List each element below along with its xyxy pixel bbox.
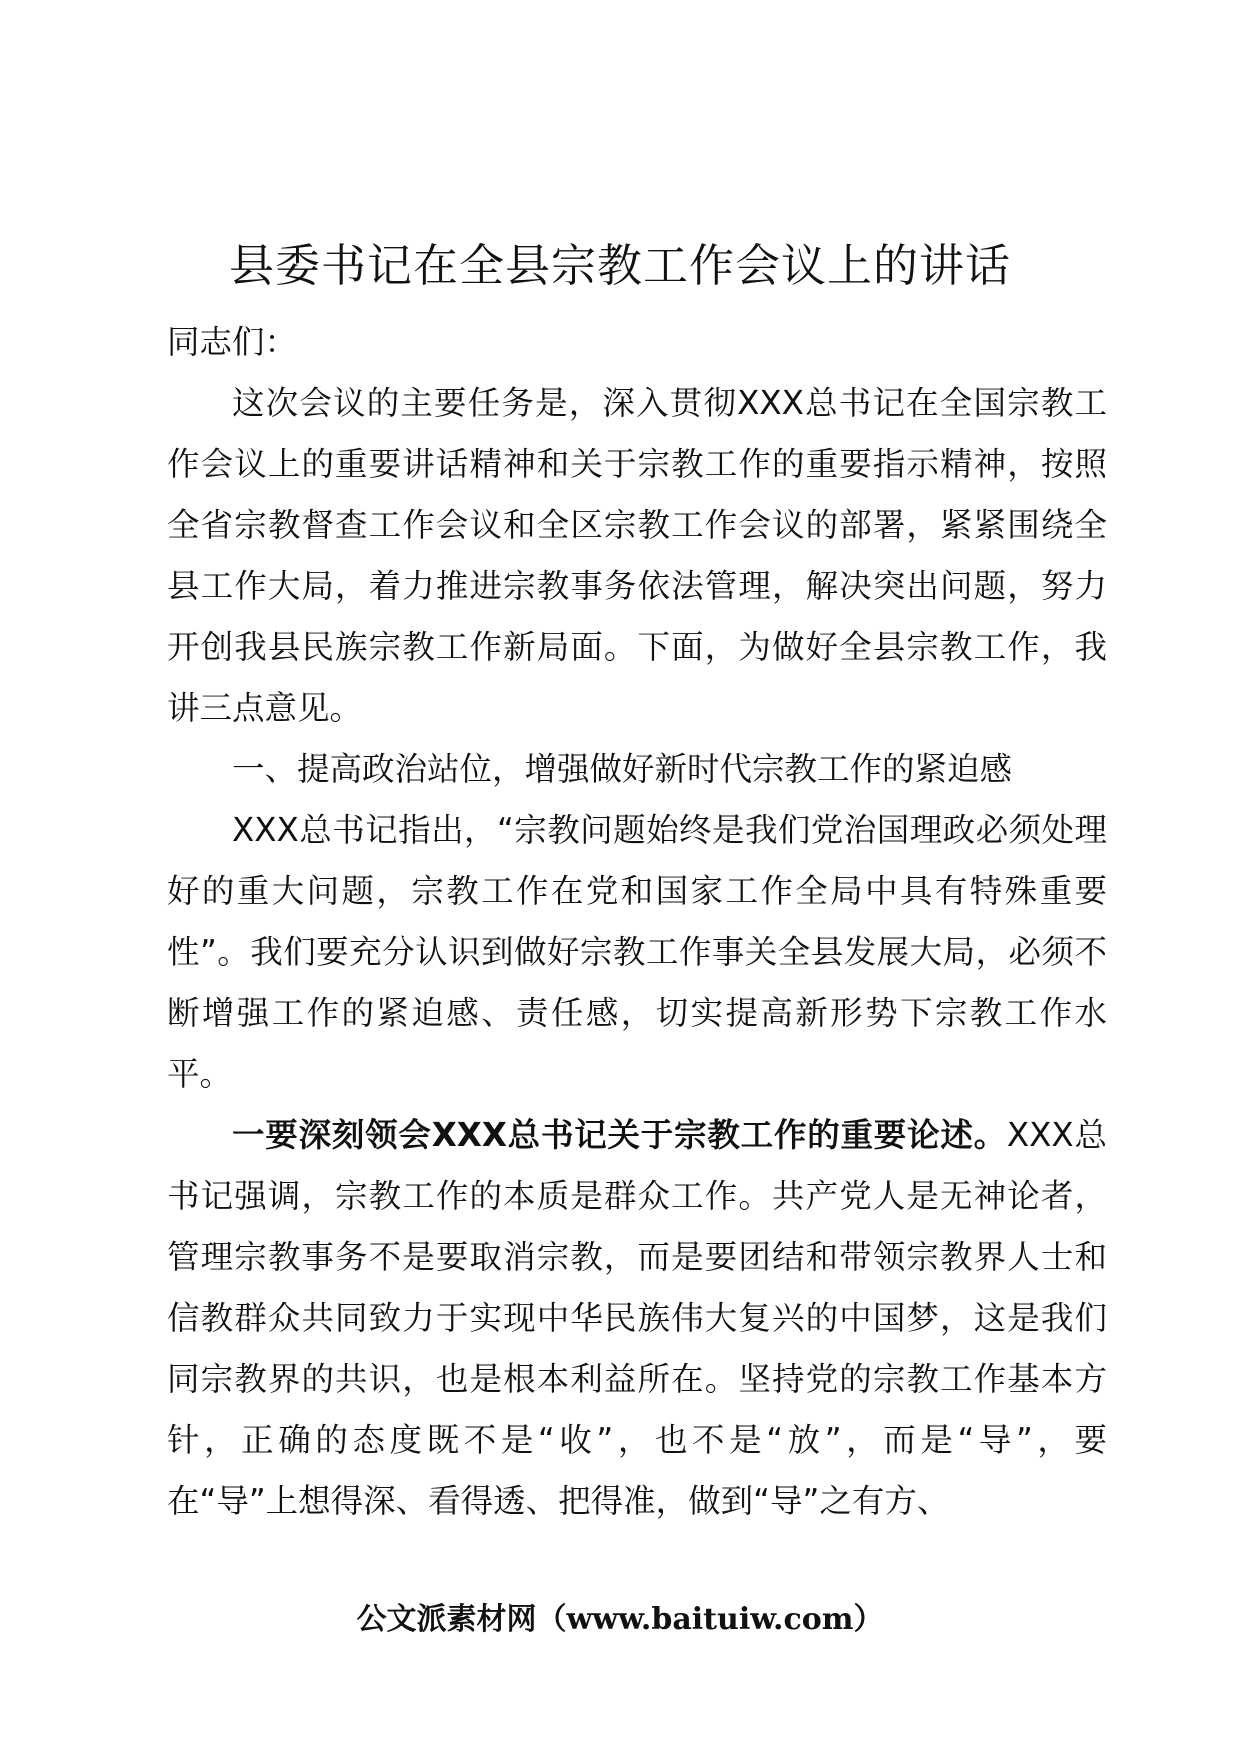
section-heading: 一、提高政治站位，增强做好新时代宗教工作的紧迫感 <box>232 750 1013 788</box>
body-paragraph <box>167 1105 1107 1532</box>
document-body <box>167 312 1107 1532</box>
body-paragraph: XXX总书记指出，“宗教问题始终是我们党治国理政必须处理好的重大问题，宗教工作在党和国家工作全局中具有特殊重要性”。我们要充分认识到做好宗教工作事关全县发展大局，必须不断增强工作的紧迫感、责任感，切实提高新形势下宗教工作水平。 <box>167 811 1107 1093</box>
paragraph-text: XXX总书记强调，宗教工作的本质是群众工作。共产党人是无神论者，管理宗教事务不是要取消宗教，而是要团结和带领宗教界人士和信教群众共同致力于实现中华民族伟大复兴的中国梦，这是我们同宗教界的共识，也是根本利益所在。坚持党的宗教工作基本方针，正确的态度既不是“收”，也不是“放”，而是“导”，要在“导”上想得深、看得透、把得准，做到“导”之有方、 <box>167 1116 1107 1520</box>
document-title: 县委书记在全县宗教工作会议上的讲话 <box>228 239 1011 292</box>
salutation: 同志们： <box>167 323 298 361</box>
paragraph-lead-bold: 一要深刻领会XXX总书记关于宗教工作的重要论述。 <box>232 1116 1007 1154</box>
footer-watermark: 公文派素材网（www.baituiw.com） <box>356 1602 884 1637</box>
body-paragraph: 这次会议的主要任务是，深入贯彻XXX总书记在全国宗教工作会议上的重要讲话精神和关于宗教工作的重要指示精神，按照全省宗教督查工作会议和全区宗教工作会议的部署，紧紧围绕全县工作大局，着力推进宗教事务依法管理，解决突出问题，努力开创我县民族宗教工作新局面。下面，为做好全县宗教工作，我讲三点意见。 <box>167 384 1107 727</box>
